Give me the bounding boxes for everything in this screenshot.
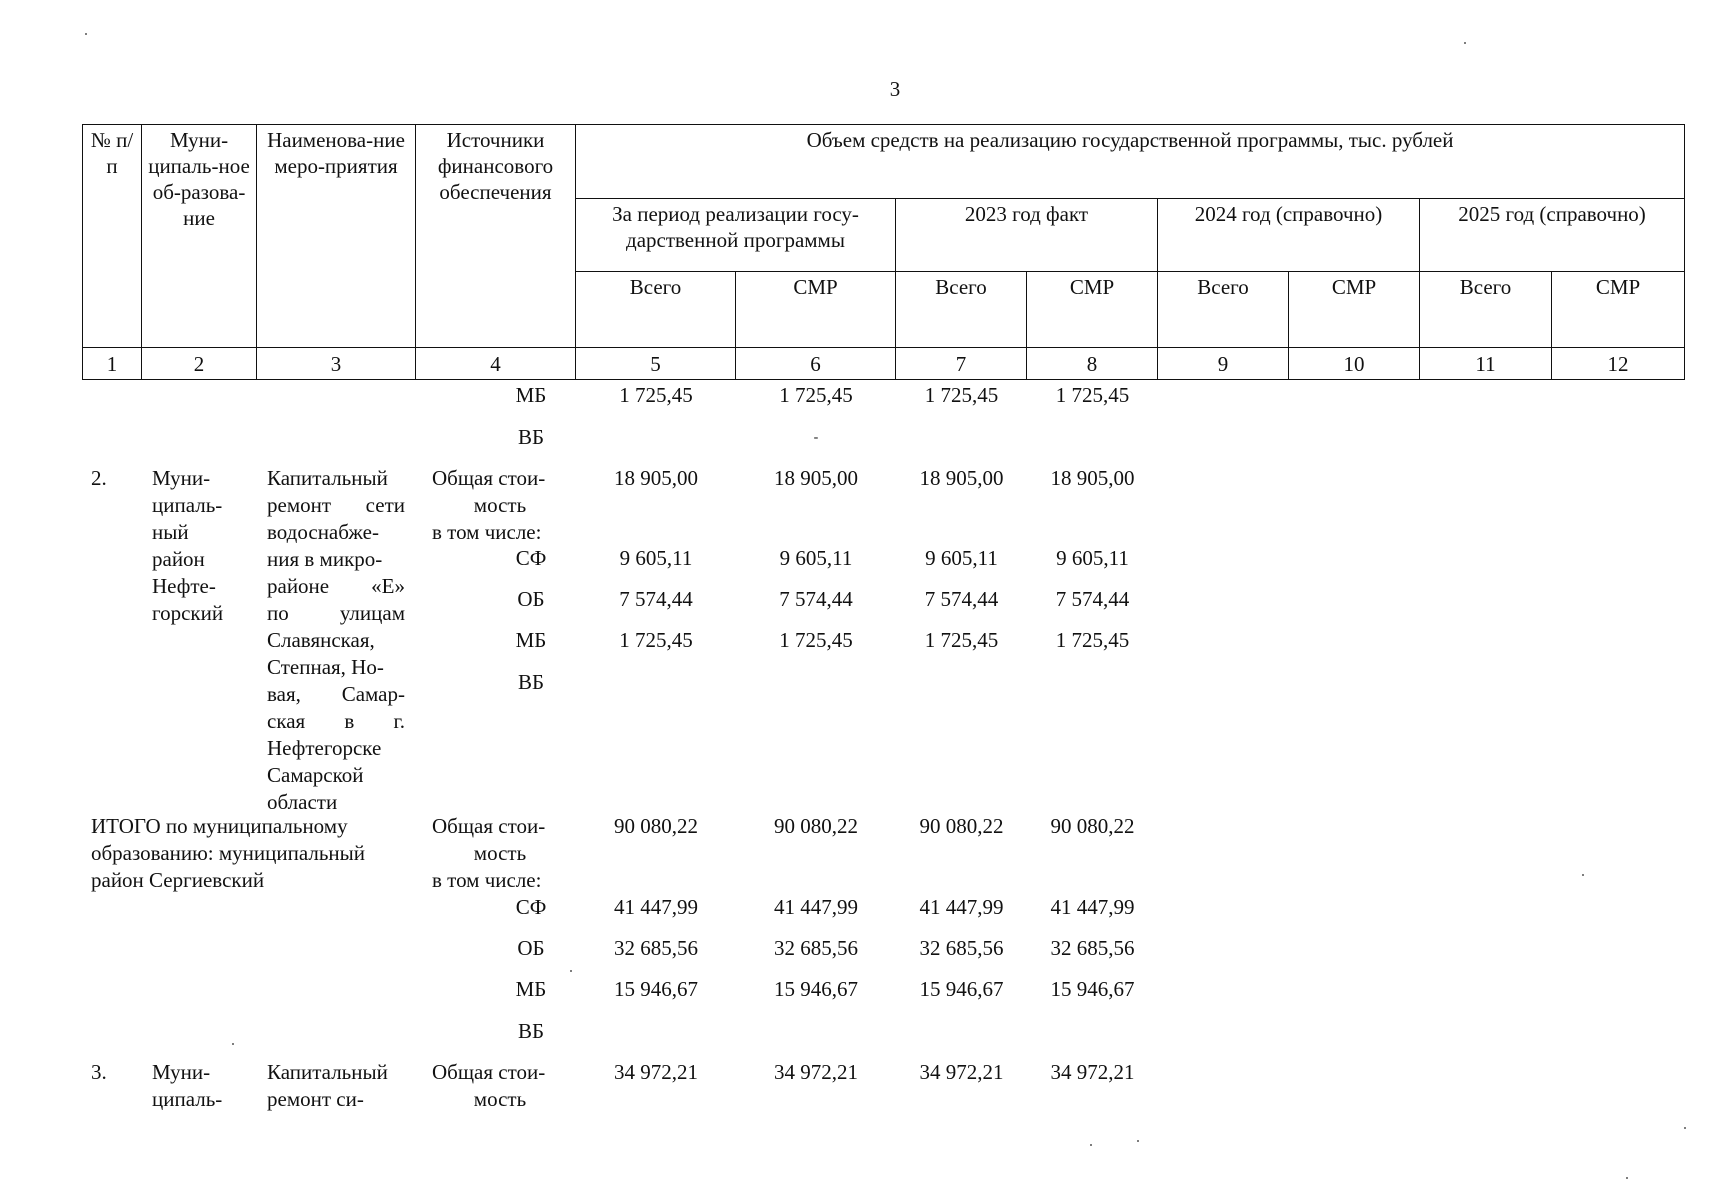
value-cell: 9 605,11 — [619, 546, 693, 570]
value-cell: 18 905,00 — [774, 466, 858, 490]
value-cell: 18 905,00 — [614, 466, 698, 490]
header-sub-total: Всего — [1158, 272, 1289, 348]
column-number: 1 — [83, 348, 142, 380]
value-cell: 41 447,99 — [919, 895, 1004, 919]
header-year-2023: 2023 год факт — [896, 199, 1158, 272]
text-line: Самарской — [267, 763, 364, 787]
text-line: Нефте- — [152, 574, 216, 598]
value-cell: 15 946,67 — [919, 977, 1004, 1001]
text-line: район Сергиевский — [91, 868, 265, 892]
table-header — [82, 124, 1685, 380]
value-cell: 90 080,22 — [614, 814, 698, 838]
text-line: Общая стои- — [432, 1060, 546, 1084]
value-cell: 7 574,44 — [779, 587, 853, 611]
header-col-municipality: Муни-ципаль-ное об-разова-ние — [142, 125, 257, 348]
scan-speck — [1464, 42, 1466, 44]
text-line: в том числе: — [432, 868, 542, 892]
header-col-num: № п/п — [83, 125, 142, 348]
text-line: в том числе: — [432, 520, 542, 544]
value-cell: 1 725,45 — [1055, 383, 1130, 407]
source-label: СФ — [515, 895, 547, 919]
source-label: МБ — [515, 383, 547, 407]
header-col-source: Источники финансового обеспечения — [416, 125, 576, 348]
value-cell: 32 685,56 — [774, 936, 858, 960]
text-line: ципаль- — [152, 493, 223, 517]
value-cell: 41 447,99 — [774, 895, 858, 919]
value-cell: 34 972,21 — [1050, 1060, 1135, 1084]
header-sub-total: Всего — [896, 272, 1027, 348]
value-cell: 9 605,11 — [1056, 546, 1129, 570]
value-cell: 1 725,45 — [924, 383, 999, 407]
value-cell: 41 447,99 — [614, 895, 698, 919]
scan-speck — [1137, 1140, 1139, 1142]
text-line: Общая стои- — [432, 466, 546, 490]
header-sub-total: Всего — [576, 272, 736, 348]
text-line: Муни- — [152, 1060, 211, 1084]
scan-speck — [1626, 1177, 1628, 1179]
header-sub-smr: СМР — [1289, 272, 1420, 348]
value-cell: 1 725,45 — [619, 383, 693, 407]
text-line: ИТОГО по муниципальному — [91, 814, 348, 838]
text-line: вая, Самар- — [267, 682, 405, 706]
text-line: мость — [473, 841, 527, 865]
source-label: МБ — [515, 977, 547, 1001]
text-line: ская в г. — [267, 709, 405, 733]
source-label: ВБ — [517, 670, 545, 694]
source-label: ВБ — [517, 425, 545, 449]
column-number: 3 — [257, 348, 416, 380]
header-sub-smr: СМР — [736, 272, 896, 348]
value-cell: 15 946,67 — [774, 977, 858, 1001]
value-cell: 1 725,45 — [779, 628, 853, 652]
column-number: 11 — [1420, 348, 1552, 380]
source-label: ОБ — [517, 936, 545, 960]
row-number: 2. — [91, 466, 107, 490]
text-line: район — [152, 547, 205, 571]
scan-speck — [1582, 874, 1584, 876]
text-line: районе «Е» — [267, 574, 405, 598]
source-label: ВБ — [517, 1019, 545, 1043]
value-cell: 15 946,67 — [614, 977, 698, 1001]
scan-speck — [570, 970, 572, 972]
header-volume-title: Объем средств на реализацию государственной программы, тыс. рублей — [576, 125, 1685, 199]
value-cell: 32 685,56 — [919, 936, 1004, 960]
column-number: 9 — [1158, 348, 1289, 380]
scan-speck — [232, 1043, 234, 1045]
scan-speck — [1684, 1127, 1686, 1129]
value-cell: 90 080,22 — [919, 814, 1004, 838]
text-line: горский — [152, 601, 224, 625]
value-cell: 7 574,44 — [619, 587, 693, 611]
text-line: ремонт сети — [267, 493, 405, 517]
value-cell: 90 080,22 — [774, 814, 858, 838]
text-line: Общая стои- — [432, 814, 546, 838]
value-cell: 15 946,67 — [1050, 977, 1135, 1001]
row-number: 3. — [91, 1060, 107, 1084]
column-number: 5 — [576, 348, 736, 380]
value-cell: 1 725,45 — [779, 383, 853, 407]
value-cell: 7 574,44 — [924, 587, 999, 611]
scan-speck — [1090, 1144, 1092, 1146]
text-line: мость — [473, 493, 527, 517]
text-line: по улицам — [267, 601, 405, 625]
text-line: мость — [473, 1087, 527, 1111]
text-line: Степная, Но- — [267, 655, 384, 679]
value-cell: 1 725,45 — [619, 628, 693, 652]
value-cell: 1 725,45 — [924, 628, 999, 652]
text-line: Капитальный — [267, 1060, 388, 1084]
column-number: 6 — [736, 348, 896, 380]
value-cell: 1 725,45 — [1055, 628, 1130, 652]
value-cell: 32 685,56 — [614, 936, 698, 960]
text-line: ния в микро- — [267, 547, 383, 571]
value-cell: 32 685,56 — [1050, 936, 1135, 960]
value-cell: 34 972,21 — [614, 1060, 698, 1084]
text-line: Нефтегорске — [267, 736, 382, 760]
text-line: Муни- — [152, 466, 211, 490]
header-col-event: Наименова-ние меро-приятия — [257, 125, 416, 348]
value-cell: 9 605,11 — [925, 546, 998, 570]
text-line: водоснабже- — [267, 520, 379, 544]
source-label: СФ — [515, 546, 547, 570]
text-line: ремонт си- — [267, 1087, 364, 1111]
column-number: 4 — [416, 348, 576, 380]
scan-speck — [85, 33, 87, 35]
value-cell: 34 972,21 — [919, 1060, 1004, 1084]
text-line: Славянская, — [267, 628, 375, 652]
column-number: 12 — [1552, 348, 1685, 380]
value-cell: 18 905,00 — [1050, 466, 1135, 490]
header-period-total: За период реализации госу-дарственной программы — [576, 199, 896, 272]
text-line: ципаль- — [152, 1087, 223, 1111]
value-cell: 18 905,00 — [919, 466, 1004, 490]
column-number: 2 — [142, 348, 257, 380]
page-number: 3 — [889, 77, 901, 101]
value-cell: 34 972,21 — [774, 1060, 858, 1084]
text-line: Капитальный — [267, 466, 388, 490]
column-number: 8 — [1027, 348, 1158, 380]
header-year-2025: 2025 год (справочно) — [1420, 199, 1685, 272]
value-cell: 9 605,11 — [779, 546, 853, 570]
value-cell: 41 447,99 — [1050, 895, 1135, 919]
source-label: ОБ — [517, 587, 545, 611]
column-number: 10 — [1289, 348, 1420, 380]
header-sub-smr: СМР — [1027, 272, 1158, 348]
value-cell: 90 080,22 — [1050, 814, 1135, 838]
text-line: образованию: муниципальный — [91, 841, 366, 865]
value-cell: - — [813, 430, 819, 445]
text-line: ный — [152, 520, 189, 544]
header-sub-total: Всего — [1420, 272, 1552, 348]
text-line: области — [267, 790, 338, 814]
value-cell: 7 574,44 — [1055, 587, 1130, 611]
source-label: МБ — [515, 628, 547, 652]
column-number: 7 — [896, 348, 1027, 380]
header-year-2024: 2024 год (справочно) — [1158, 199, 1420, 272]
header-sub-smr: СМР — [1552, 272, 1685, 348]
